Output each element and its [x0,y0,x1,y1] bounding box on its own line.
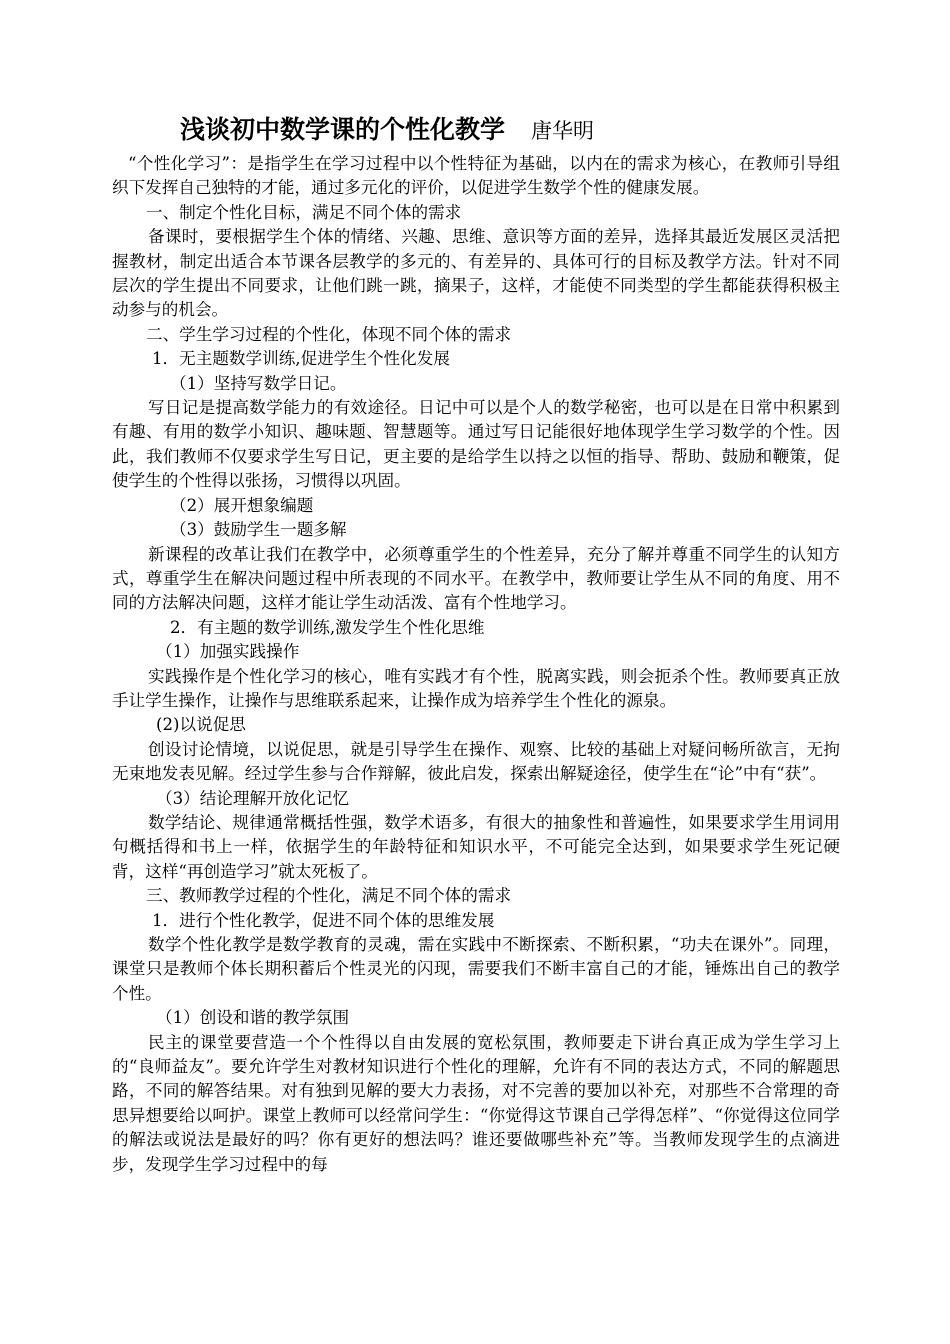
body-paragraph: 创设讨论情境，以说促思，就是引导学生在操作、观察、比较的基础上对疑问畅所欲言，无拘无束地发表见解。经过学生参与合作辩解，彼此启发，探索出解疑途径，使学生在“论”中有“获”。 [112,739,840,784]
body-paragraph: 数学个性化教学是数学教育的灵魂，需在实践中不断探索、不断积累，“功夫在课外”。同理，课堂只是教师个体长期积蓄后个性灵光的闪现，需要我们不断丰富自己的才能，锤炼出自己的教学个性。 [112,935,840,1003]
subsection-heading: 2．有主题的数学训练,激发学生个性化思维 [170,617,485,637]
body-paragraph: 民主的课堂要营造一个个性得以自由发展的宽松氛围，教师要走下讲台真正成为学生学习上的“良师益友”。要允许学生对教材知识进行个性化的理解，允许有不同的表达方式，不同的解题思路，不同的解答结果。对有独到见解的要大力表扬，对不完善的要加以补充，对那些不合常理的奇思异想要给以呵护。课堂上教师可以经常问学生：“你觉得这节课自己学得怎样”、“你觉得这位同学的解法或说法是最好的吗？你有更好的想法吗？谁还要做哪些补充”等。当教师发现学生的点滴进步，发现学生学习过程中的每 [112,1032,840,1174]
subsection-heading: 1．无主题数学训练,促进学生个性化发展 [152,349,450,369]
document-body [112,152,840,1177]
body-paragraph: 实践操作是个性化学习的核心，唯有实践才有个性，脱离实践，则会扼杀个性。教师要真正放手让学生操作，让操作与思维联系起来，让操作成为培养学生个性化的源泉。 [112,666,840,710]
item-heading: （1）坚持写数学日记。 [170,373,347,393]
title-row [180,110,594,146]
body-paragraph: 备课时，要根据学生个体的情绪、兴趣、思维、意识等方面的差异，选择其最近发展区灵活把握教材，制定出适合本节课各层教学的多元的、有差异的、具体可行的目标及教学方法。针对不同层次的学生提出不同要求，让他们跳一跳，摘果子，这样，才能使不同类型的学生都能获得积极主动参与的机会。 [112,227,840,320]
body-paragraph: 数学结论、规律通常概括性强，数学术语多，有很大的抽象性和普遍性，如果要求学生用词用句概括得和书上一样，依据学生的年龄特征和知识水平，不可能完全达到，如果要求学生死记硬背，这样“再创造学习”就太死板了。 [112,812,840,881]
document-title: 浅谈初中数学课的个性化教学 [180,115,506,144]
subsection-heading: 1．进行个性化教学，促进不同个体的思维发展 [152,910,495,930]
item-heading: （3）结论理解开放化记忆 [156,788,350,808]
item-heading: （2）展开想象编题 [170,495,314,515]
section-heading: 二、学生学习过程的个性化，体现不同个体的需求 [146,324,512,344]
body-paragraph: 写日记是提高数学能力的有效途径。日记中可以是个人的数学秘密，也可以是在日常中积累到有趣、有用的数学小知识、趣味题、智慧题等。通过写日记能很好地体现学生学习数学的个性。因此，我们教师不仅要求学生写日记，更主要的是给学生以持之以恒的指导、帮助、鼓励和鞭策，促使学生的个性得以张扬，习惯得以巩固。 [112,398,840,491]
item-heading: （1）加强实践操作 [156,642,300,662]
document-author: 唐华明 [531,119,595,143]
intro-paragraph: “个性化学习”：是指学生在学习过程中以个性特征为基础，以内在的需求为核心，在教师引导组织下发挥自己独特的才能，通过多元化的评价，以促进学生数学个性的健康发展。 [112,154,840,198]
item-heading: （1）创设和谐的教学氛围 [156,1008,350,1028]
section-heading: 三、教师教学过程的个性化，满足不同个体的需求 [146,886,512,906]
item-heading: （3）鼓励学生一题多解 [170,520,347,540]
section-heading: 一、制定个性化目标，满足不同个体的需求 [146,202,462,222]
item-heading: (2)以说促思 [156,715,246,735]
body-paragraph: 新课程的改革让我们在教学中，必须尊重学生的个性差异，充分了解并尊重不同学生的认知方式，尊重学生在解决问题过程中所表现的不同水平。在教学中，教师要让学生从不同的角度、用不同的方法解决问题，这样才能让学生动活泼、富有个性地学习。 [112,544,840,613]
